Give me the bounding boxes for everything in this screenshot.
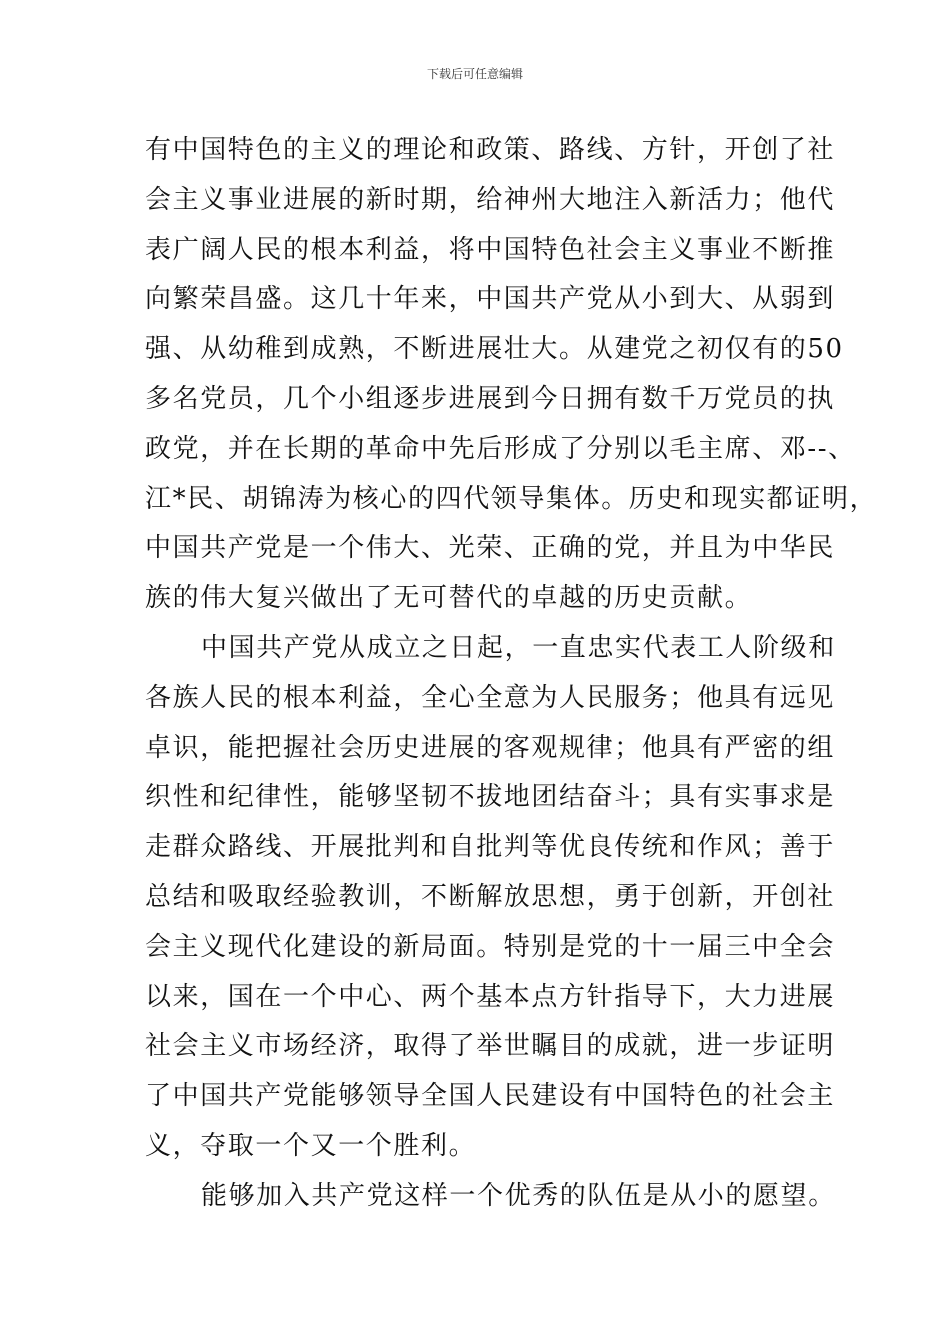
text-line: 中国共产党从成立之日起，一直忠实代表工人阶级和: [201, 632, 836, 663]
paragraph-3: [145, 1172, 836, 1222]
text-line: 织性和纪律性，能够坚韧不拔地团结奋斗；具有实事求是: [145, 782, 836, 813]
text-line: 强、从幼稚到成熟，不断进展壮大。从建党之初仅有的50: [145, 334, 844, 365]
text-line: 政党，并在长期的革命中先后形成了分别以毛主席、邓--、: [145, 433, 856, 464]
text-line: 族的伟大复兴做出了无可替代的卓越的历史贡献。: [145, 583, 753, 614]
text-line: 多名党员，几个小组逐步进展到今日拥有数千万党员的执: [145, 383, 836, 414]
text-line: 以来，国在一个中心、两个基本点方针指导下，大力进展: [145, 981, 836, 1012]
text-line: 能够加入共产党这样一个优秀的队伍是从小的愿望。: [201, 1180, 836, 1211]
text-line: 卓识，能把握社会历史进展的客观规律；他具有严密的组: [145, 732, 836, 763]
text-line: 有中国特色的主义的理论和政策、路线、方针，开创了社: [145, 135, 836, 165]
document-body: [145, 126, 878, 1222]
text-line: 会主义事业进展的新时期，给神州大地注入新活力；他代: [145, 184, 836, 215]
text-line: 各族人民的根本利益，全心全意为人民服务；他具有远见: [145, 682, 836, 713]
text-line: 江*民、胡锦涛为核心的四代领导集体。历史和现实都证明，: [145, 483, 878, 514]
text-line: 总结和吸取经验教训，不断解放思想，勇于创新，开创社: [145, 881, 836, 912]
paragraph-2: [145, 624, 836, 1172]
text-line: 向繁荣昌盛。这几十年来，中国共产党从小到大、从弱到: [145, 284, 836, 315]
text-line: 社会主义市场经济，取得了举世瞩目的成就，进一步证明: [145, 1031, 836, 1062]
text-line: 义，夺取一个又一个胜利。: [145, 1130, 477, 1161]
text-line: 会主义现代化建设的新局面。特别是党的十一届三中全会: [145, 931, 836, 962]
page-header: 下载后可任意编辑: [426, 67, 523, 81]
text-line: 表广阔人民的根本利益，将中国特色社会主义事业不断推: [145, 234, 836, 265]
text-line: 中国共产党是一个伟大、光荣、正确的党，并且为中华民: [145, 533, 836, 564]
text-line: 走群众路线、开展批判和自批判等优良传统和作风；善于: [145, 832, 836, 863]
paragraph-1: [145, 126, 878, 624]
text-line: 了中国共产党能够领导全国人民建设有中国特色的社会主: [145, 1081, 836, 1112]
